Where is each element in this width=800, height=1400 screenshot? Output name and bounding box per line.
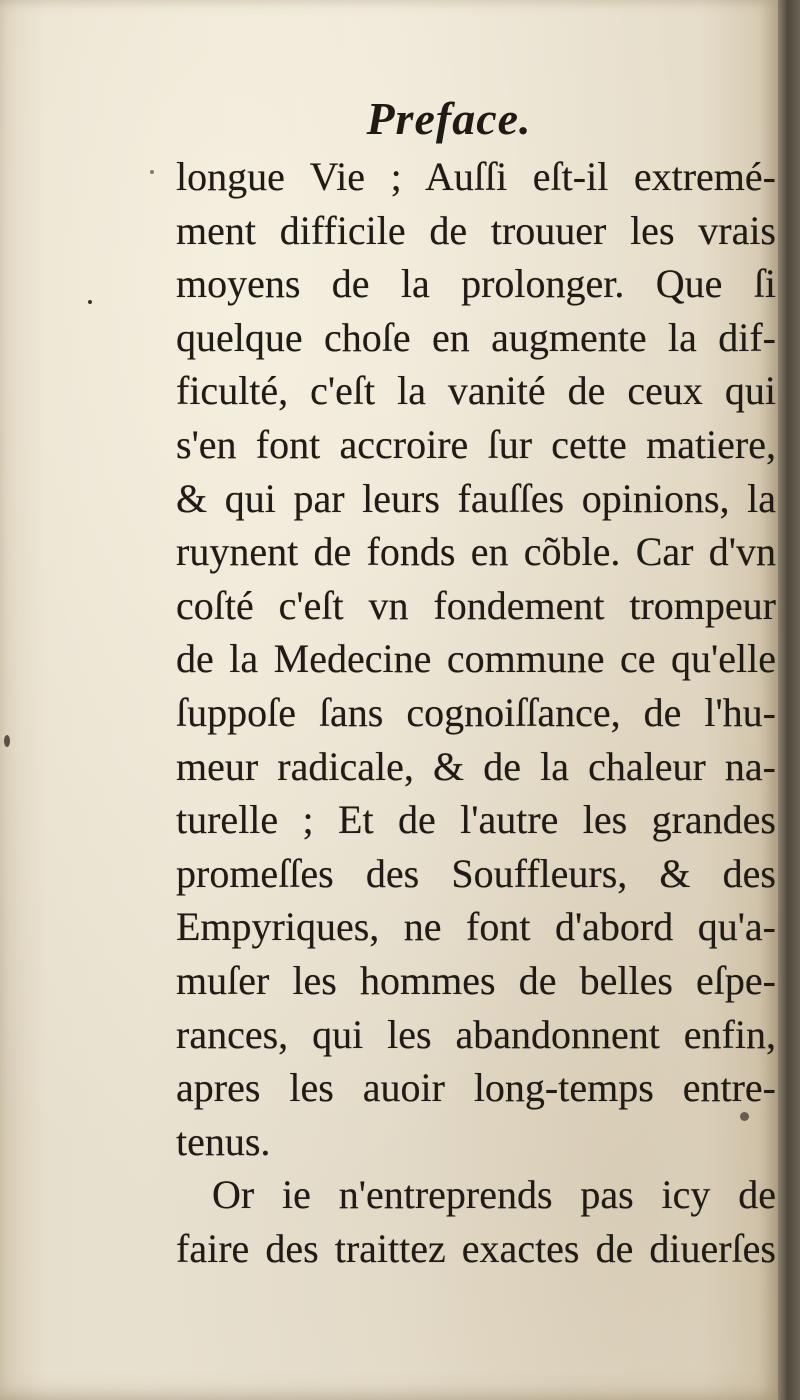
running-head: Preface. [366, 93, 532, 144]
text-line: apres les auoir long-temps entre- [176, 1065, 776, 1111]
text-line: ruynent de fonds en cõble. Car d'vn [176, 529, 776, 575]
paragraph-start-line: Or ie n'entreprends pas icy de [212, 1172, 776, 1218]
text-line: & qui par leurs fauſſes opinions, la [176, 475, 776, 521]
ink-speck [740, 1112, 749, 1121]
text-line: quelque choſe en augmente la dif- [176, 314, 776, 360]
ink-speck [88, 300, 92, 304]
text-line: promeſſes des Souffleurs, & des [176, 850, 776, 896]
text-line: s'en font accroire ſur cette matiere, [176, 421, 776, 467]
text-line: meur radicale, & de la chaleur na- [176, 743, 776, 789]
text-line: turelle ; Et de l'autre les grandes [176, 797, 776, 843]
page-edge [778, 0, 800, 1400]
text-line: Empyriques, ne font d'abord qu'a- [176, 904, 776, 950]
ink-speck [150, 170, 154, 174]
text-line: ficulté, c'eſt la vanité de ceux qui [176, 368, 776, 414]
text-line: ment difficile de trouuer les vrais [176, 207, 776, 253]
text-line: faire des traittez exactes de diuerſes [176, 1225, 776, 1271]
text-line: longue Vie ; Auſſi eſt-il extremé- [176, 154, 776, 199]
body-text [176, 150, 776, 1275]
text-line: coſté c'eſt vn fondement trompeur [176, 582, 776, 628]
text-line: de la Medecine commune ce qu'elle [176, 636, 776, 682]
text-line: muſer les hommes de belles eſpe- [176, 957, 776, 1003]
text-line: moyens de la prolonger. Que ſi [176, 261, 776, 307]
text-line: ſuppoſe ſans cognoiſſance, de l'hu- [176, 689, 776, 735]
text-line: tenus. [176, 1118, 271, 1164]
text-line: rances, qui les abandonnent enfin, [176, 1011, 776, 1057]
ink-speck [4, 735, 10, 747]
